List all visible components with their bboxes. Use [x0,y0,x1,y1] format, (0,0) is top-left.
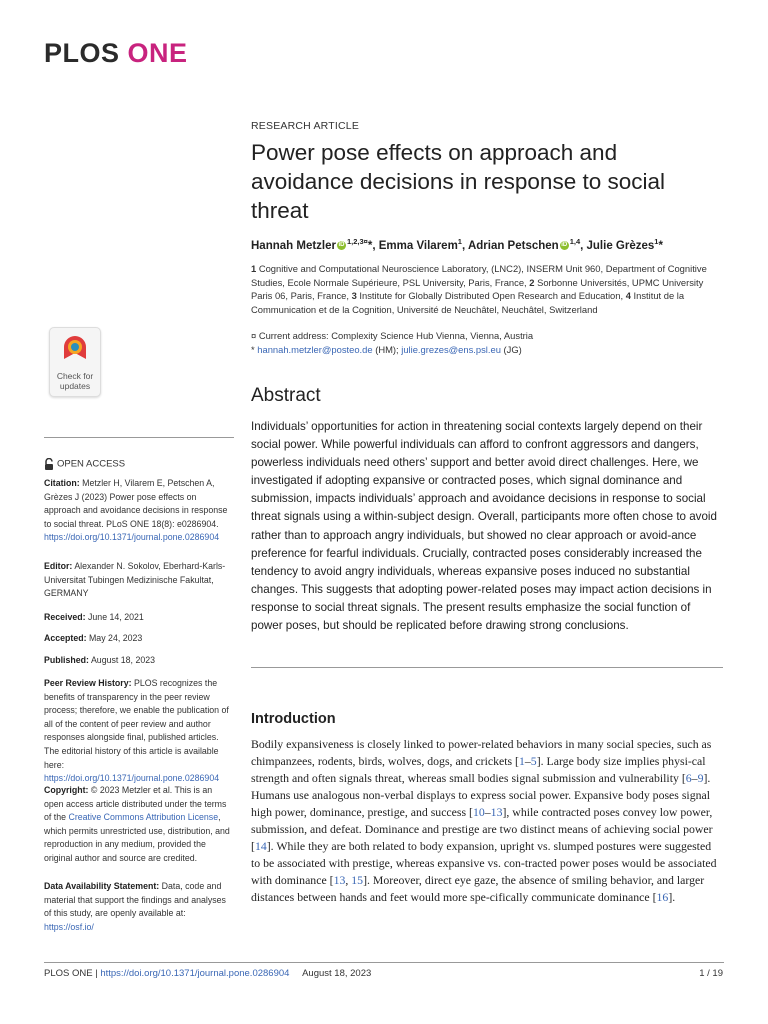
correspondence-mid: (HM); [372,343,402,355]
peer-review-link[interactable]: https://doi.org/10.1371/journal.pone.0286904 [44,773,220,784]
correspondence-suffix: (JG) [500,343,522,355]
author-name[interactable]: Adrian Petschen [467,239,559,252]
editor-block [44,560,234,601]
badge-line2: updates [59,380,91,391]
abstract-divider [251,667,723,668]
accepted-block [44,632,234,646]
author-name[interactable]: Emma Vilarem [378,239,458,252]
author-name[interactable]: Julie Grèzes [586,239,655,252]
citation-ref-link[interactable]: 5 [530,754,537,768]
affiliation-number: 3 [351,290,360,301]
journal-logo-plos: PLOS [44,38,120,68]
citation-ref-link[interactable]: 14 [254,839,267,853]
footer-date: August 18, 2023 [302,968,372,979]
correspondence-prefix: * [251,343,258,355]
cc-license-link[interactable]: Creative Commons Attribution License [68,812,219,823]
badge-line1: Check for [56,371,94,381]
received-date: June 14, 2021 [88,612,144,622]
intro-text-segment: , [345,873,352,887]
author-affiliation-marker: 1 [457,237,462,246]
citation-ref-link[interactable]: 10 [472,805,485,819]
affiliation-text: Cognitive and Computational Neuroscience Laboratory, (LNC2), INSERM Unit 960, Department of Cognitive Studies, Ecole Normale Supérieure, PSL University, Paris, France, [251,263,707,288]
published-date: August 18, 2023 [90,655,156,665]
footer-doi-link[interactable]: https://doi.org/10.1371/journal.pone.0286904 [100,968,290,979]
correspondence [251,343,721,357]
abstract-text: Individuals’ opportunities for action in threatening social contexts largely depend on their social power. While powerful individuals can afford to confront aggressors and dangers, powerless individuals need others’ support and better avoid direct challenges. Here, we investigated if adopting expansive or contracted poses, which signal dominance and submission, impacts individuals’ approach and avoidance decisions in response to social threat signals using a within-subject design. Overall, participants more often chose to avoid rather than to approach angry individuals, but showed no clear approach or avoid-ance preference for fearful individuals. Crucially, contracted poses considerably increased the tendency to avoid angry individuals, whereas expansive poses induced no substantial changes. This suggests that adopting power-related poses may impact action decisions in response to social threat signals. The present results emphasize the social function of power poses, but should be replicated before drawing strong conclusions. [251,420,717,633]
author-name[interactable]: Hannah Metzler [251,239,336,252]
published-label: Published: [44,655,89,665]
copyright-text: © 2023 Metzler et al. This is an open access article distributed under the terms of the [44,785,227,823]
peer-review-label: Peer Review History: [44,678,132,688]
correspondence-block [251,329,721,356]
accepted-date: May 24, 2023 [88,633,143,643]
accepted-label: Accepted: [44,633,87,643]
copyright-text-2: , which permits unrestricted use, distribution, and reproduction in any medium, provided the original author and source are credited. [44,812,230,863]
abstract-heading: Abstract [251,385,321,406]
intro-text-segment: – [524,754,531,768]
current-address: ¤ Current address: Complexity Science Hub Vienna, Vienna, Austria [251,330,534,341]
intro-text-segment: – [484,805,491,819]
citation-ref-link[interactable]: 13 [490,805,503,819]
check-for-updates-badge[interactable] [49,327,101,397]
peer-review-block [44,677,234,786]
citation-block [44,477,234,545]
affiliation-number: 1 [251,263,259,274]
author-affiliation-marker: 1,4 [569,237,581,246]
copyright-block [44,784,234,866]
citation-ref-link[interactable]: 13 [333,873,346,887]
intro-text-segment: Bodily expansiveness is closely linked to power-related behaviors in many social species, such as chimpanzees, rodents, birds, wolves, dogs, and crickets [ [251,737,712,768]
intro-text-segment: ]. Humans use analogous non-verbal displays to express social power. Expansive body poses signal high power, dominance, prestige, and success [ [251,771,711,819]
peer-review-text: PLOS recognizes the benefits of transparency in the peer review process; therefore, we enable the publication of all of the content of peer review and author responses alongside final, published articles. The editorial history of this article is available here: [44,678,229,770]
article-type: RESEARCH ARTICLE [251,120,360,132]
citation-ref-link[interactable]: 16 [656,890,669,904]
affiliations [251,262,721,316]
intro-text-segment: ], while contracted poses convey low power, submission, and defeat. Dominance and prestige are two distinct means of achieving social power [ [251,805,713,853]
journal-logo-one: ONE [127,38,188,68]
introduction-text [251,736,721,906]
data-availability-label: Data Availability Statement: [44,881,160,891]
intro-text-segment: ]. [668,890,676,904]
copyright-label: Copyright: [44,785,89,795]
received-block [44,611,234,625]
citation-ref-link[interactable]: 15 [351,873,364,887]
received-label: Received: [44,612,86,622]
intro-text-segment: ]. Large body size implies physi-cal strength and often signals threat, whereas small bodies signal submission and vulnerability [ [251,754,706,785]
footer-divider [44,962,724,963]
email-link-metzler[interactable]: hannah.metzler@posteo.de [257,343,373,355]
affiliation-number: 2 [529,276,538,288]
article-title: Power pose effects on approach and avoidance decisions in response to social threat [251,140,665,223]
author-affiliation-marker: 1,2,3¤ [347,237,368,246]
intro-text-segment: – [691,771,698,785]
footer-journal: PLOS ONE [44,968,93,979]
data-availability-text: Data, code and material that support the findings and analyses of this study, are openly available at: [44,881,226,919]
open-access-label [44,458,125,470]
sidebar-divider [44,437,234,438]
affiliation-text: Institute for Globally Distributed Open Research and Education, [359,290,626,301]
citation-doi-link[interactable]: https://doi.org/10.1371/journal.pone.0286904 [44,532,220,543]
intro-text-segment: ]. Moreover, direct eye gaze, the absence of smiling behavior, and larger distances between hands and feet would more spe-cifically communicate dominance [ [251,873,705,904]
citation-text: Metzler H, Vilarem E, Petschen A, Grèzes J (2023) Power pose effects on approach and avoidance decisions in response to social threat. PLoS ONE 18(8): e0286904. [44,478,228,529]
citation-ref-link[interactable]: 9 [697,771,704,785]
intro-text-segment: ]. While they are both related to body expansion, upright vs. slumped postures were suggested to be associated with prestige, whereas expansive vs. con-tracted power poses would be associated with dominance [ [251,839,717,887]
editor-text: Alexander N. Sokolov, Eberhard-Karls-Universitat Tubingen Medizinische Fakultat, GERMANY [44,561,226,599]
author-list: Hannah Metzler iD $^{1,2,3¤}$*, Emma Vilarem$^1$, Adrian Petschen iD $^{1,4}$, Julie Grèzes$^1$* [251,237,663,252]
check-for-updates-icon [62,334,88,368]
introduction-heading: Introduction [251,711,336,727]
published-block [44,654,234,668]
open-lock-icon [44,458,54,470]
data-availability-block [44,880,234,934]
citation-ref-link[interactable]: 6 [685,771,692,785]
page-number: 1 / 19 [699,968,723,979]
email-link-grezes[interactable]: julie.grezes@ens.psl.eu [401,343,501,355]
affiliation-text: Sorbonne Universités, UPMC University Paris 06, Paris, France, [251,276,704,301]
author-affiliation-marker: 1 [654,237,659,246]
orcid-icon[interactable]: iD [338,242,345,249]
osf-link[interactable]: https://osf.io/ [44,921,94,932]
footer-separator: | [92,968,101,979]
citation-ref-link[interactable]: 1 [518,754,525,768]
open-access-text: OPEN ACCESS [57,458,126,470]
affiliation-text: Institut de la Communication et de la Cognition, Université de Neuchâtel, Neuchâtel, Switzerland [251,290,685,315]
journal-logo[interactable] [44,38,188,69]
citation-label: Citation: [44,478,80,488]
affiliation-number: 4 [625,290,634,301]
orcid-icon[interactable]: iD [561,242,568,249]
page-footer [44,968,371,979]
editor-label: Editor: [44,561,73,571]
